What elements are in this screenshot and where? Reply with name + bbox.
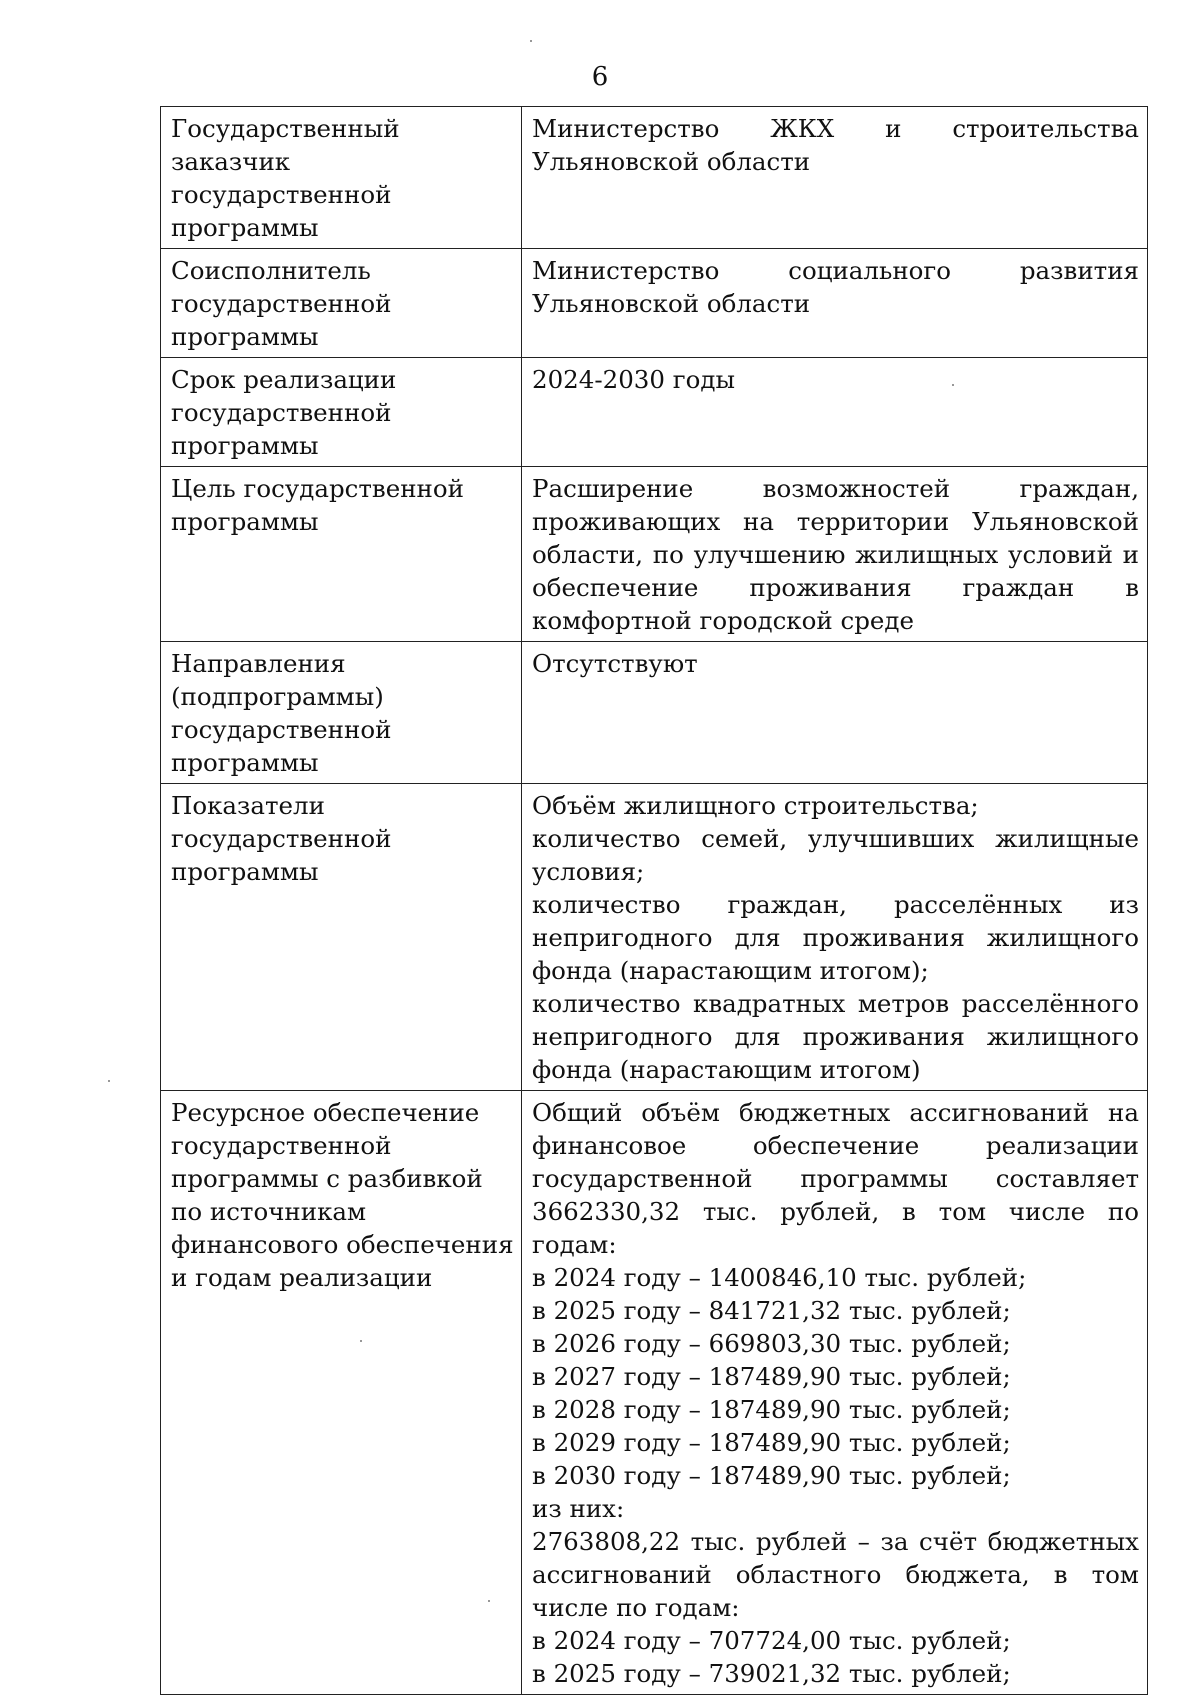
row-label: Направления (подпрограммы) государственной программы <box>161 642 522 784</box>
funding-line: в 2029 году – 187489,90 тыс. рублей; <box>532 1428 1011 1457</box>
funding-line: из них: <box>532 1494 625 1523</box>
funding-line: 2763808,22 тыс. рублей – за счёт бюджетных ассигнований областного бюджета, в том числе по годам: <box>532 1527 1139 1622</box>
row-value: Расширение возможностей граждан, проживающих на территории Ульяновской области, по улучшению жилищных условий и обеспечение проживания граждан в комфортной городской среде <box>522 467 1148 642</box>
row-value <box>522 784 1148 1091</box>
row-value: Отсутствуют <box>522 642 1148 784</box>
funding-line: Общий объём бюджетных ассигнований на финансовое обеспечение реализации государственной программы составляет 3662330,32 тыс. рублей, в том числе по годам: <box>532 1098 1139 1259</box>
funding-line: в 2030 году – 187489,90 тыс. рублей; <box>532 1461 1011 1490</box>
scan-speck <box>530 40 532 42</box>
table-row <box>161 107 1148 249</box>
indicator-item: Объём жилищного строительства; <box>532 791 979 820</box>
page-number: 6 <box>591 62 609 92</box>
table-row <box>161 642 1148 784</box>
scan-speck <box>952 384 954 386</box>
scan-speck <box>108 1080 110 1082</box>
row-label: Ресурсное обеспечение государственной программы с разбивкой по источникам финансового обеспечения и годам реализации <box>161 1091 522 1695</box>
funding-line: в 2025 году – 841721,32 тыс. рублей; <box>532 1296 1011 1325</box>
table-row <box>161 358 1148 467</box>
row-value: 2024-2030 годы <box>522 358 1148 467</box>
program-passport-table <box>160 106 1148 1695</box>
funding-line: в 2028 году – 187489,90 тыс. рублей; <box>532 1395 1011 1424</box>
indicator-item: количество квадратных метров расселённого непригодного для проживания жилищного фонда (нарастающим итогом) <box>532 989 1139 1084</box>
indicator-item: количество семей, улучшивших жилищные условия; <box>532 824 1139 886</box>
funding-line: в 2026 году – 669803,30 тыс. рублей; <box>532 1329 1011 1358</box>
row-label: Государственный заказчик государственной программы <box>161 107 522 249</box>
row-value: Министерство социального развития Ульяновской области <box>522 249 1148 358</box>
scan-speck <box>488 1600 490 1602</box>
row-label: Соисполнитель государственной программы <box>161 249 522 358</box>
funding-line: в 2024 году – 1400846,10 тыс. рублей; <box>532 1263 1027 1292</box>
row-label: Показатели государственной программы <box>161 784 522 1091</box>
funding-line: в 2025 году – 739021,32 тыс. рублей; <box>532 1659 1011 1688</box>
table-row <box>161 784 1148 1091</box>
row-value <box>522 1091 1148 1695</box>
funding-line: в 2027 году – 187489,90 тыс. рублей; <box>532 1362 1011 1391</box>
row-label: Цель государственной программы <box>161 467 522 642</box>
row-label: Срок реализации государственной программы <box>161 358 522 467</box>
row-value: Министерство ЖКХ и строительства Ульяновской области <box>522 107 1148 249</box>
funding-line: в 2024 году – 707724,00 тыс. рублей; <box>532 1626 1011 1655</box>
table-row <box>161 467 1148 642</box>
table-row <box>161 1091 1148 1695</box>
table-row <box>161 249 1148 358</box>
scan-speck <box>360 1340 362 1342</box>
indicator-item: количество граждан, расселённых из непригодного для проживания жилищного фонда (нарастающим итогом); <box>532 890 1139 985</box>
